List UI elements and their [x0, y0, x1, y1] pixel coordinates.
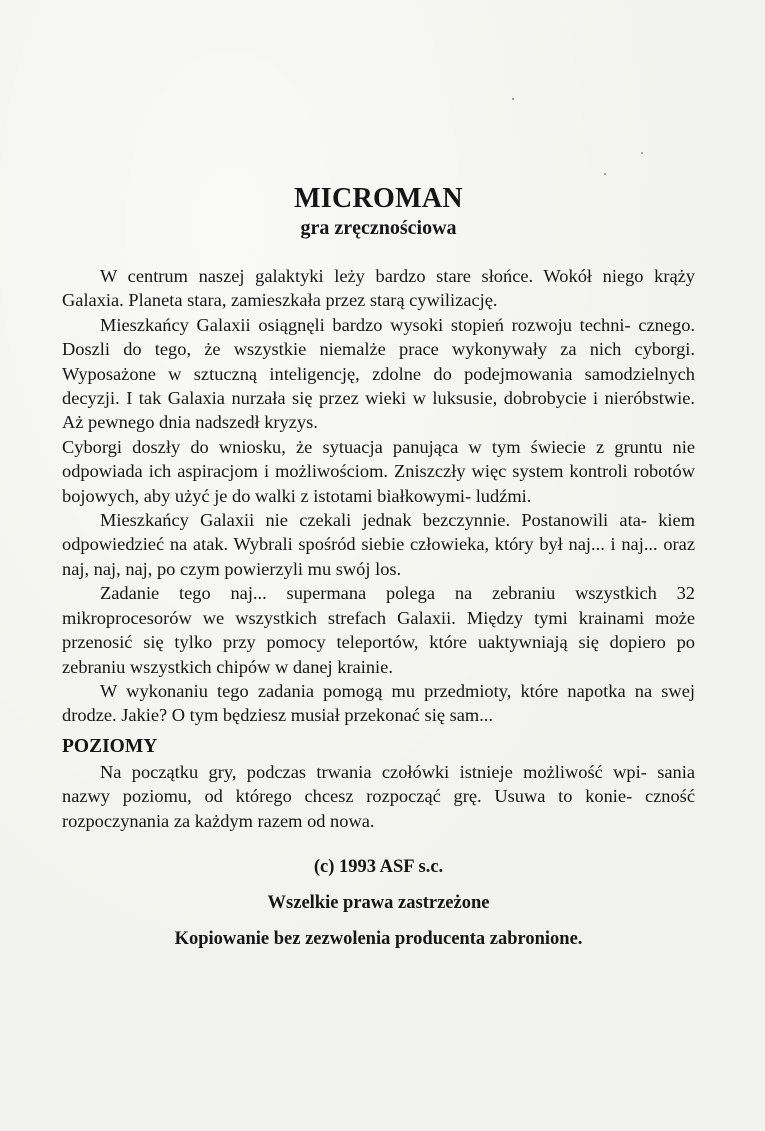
- story-paragraph-5: Zadanie tego naj... supermana polega na zebraniu wszystkich 32 mikroprocesorów we wszystkich strefach Galaxii. Między tymi krainami może przenosić się tylko przy pomocy teleportów, które uaktywniają się dopiero po zebraniu wszystkich chipów w danej krainie.: [62, 583, 695, 677]
- story-paragraph-1: W centrum naszej galaktyki leży bardzo stare słońce. Wokół niego krąży Galaxia. Planeta stara, zamieszkała przez starą cywilizację.: [62, 266, 695, 311]
- paper-speck: [512, 98, 514, 100]
- levels-text: [62, 760, 695, 833]
- game-subtitle: gra zręcznościowa: [300, 217, 457, 239]
- story-paragraph-4: Mieszkańcy Galaxii nie czekali jednak bezczynnie. Postanowili ata- kiem odpowiedzieć na atak. Wybrali spośród siebie człowieka, który był naj... i naj... oraz naj, naj, naj, po czym powierzyli mu swój los.: [62, 510, 695, 579]
- paper-speck: [641, 152, 643, 154]
- copyright-line: (c) 1993 ASF s.c.: [313, 856, 444, 877]
- story-paragraph-6: W wykonaniu tego zadania pomogą mu przedmioty, które napotka na swej drodze. Jakie? O tym będziesz musiał przekonać się sam...: [62, 680, 695, 726]
- levels-paragraph: Na początku gry, podczas trwania czołówki istnieje możliwość wpi- sania nazwy poziomu, od którego chcesz rozpocząć grę. Usuwa to konie- czność rozpoczynania za każdym razem od nowa.: [62, 761, 695, 831]
- paper-speck: [604, 173, 606, 175]
- story-paragraph-3: Cyborgi doszły do wniosku, że sytuacja panująca w tym świecie z gruntu nie odpowiada ich aspiracjom i możliwościom. Zniszczły więc system kontroli robotów bojowych, aby użyć je do walki z istotami białkowymi- ludźmi.: [62, 436, 695, 506]
- game-title: MICROMAN: [294, 183, 463, 214]
- copying-notice-line: Kopiowanie bez zezwolenia producenta zabronione.: [174, 928, 583, 949]
- rights-reserved-line: Wszelkie prawa zastrzeżone: [267, 892, 490, 913]
- story-paragraph-2: Mieszkańcy Galaxii osiągnęli bardzo wysoki stopień rozwoju techni- cznego. Doszli do tego, że wszystkie niemalże prace wykonywały za nich cyborgi. Wyposażone w sztuczną inteligencję, zdolne do podejmowania samodzielnych decyzji. I tak Galaxia nurzała się przez wieki w luksusie, dobrobycie i nieróbstwie. Aż pewnego dnia nadszedł kryzys.: [62, 314, 695, 433]
- credits-block: [62, 855, 695, 951]
- levels-heading: POZIOMY: [62, 735, 158, 757]
- story-text: [62, 264, 695, 728]
